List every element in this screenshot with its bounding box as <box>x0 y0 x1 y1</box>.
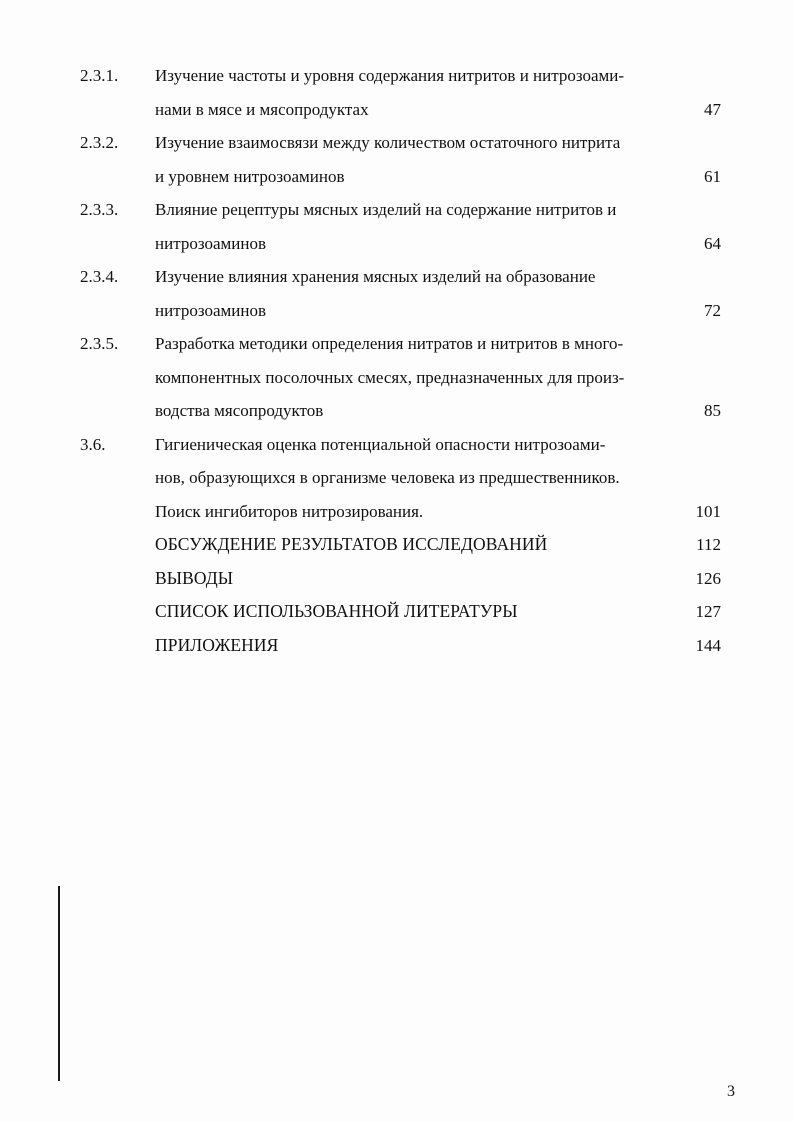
title-line: Изучение взаимосвязи между количеством остаточного нитрита <box>155 133 621 152</box>
page-number: 101 <box>695 501 721 521</box>
heading-title <box>155 629 680 663</box>
title-line: нитрозоаминов <box>155 300 266 320</box>
heading-line: ОБСУЖДЕНИЕ РЕЗУЛЬТАТОВ ИССЛЕДОВАНИЙ <box>155 534 548 554</box>
page-number: 72 <box>704 300 721 320</box>
title-line: Влияние рецептуры мясных изделий на содержание нитритов и <box>155 200 617 219</box>
page-number: 144 <box>695 635 721 655</box>
section-title <box>155 59 680 126</box>
title-line: и уровнем нитрозоаминов <box>155 166 345 186</box>
toc-heading-conclusions <box>0 562 793 596</box>
title-line: нами в мясе и мясопродуктах <box>155 99 369 119</box>
section-number: 2.3.5. <box>80 334 119 353</box>
page-number: 127 <box>695 602 721 621</box>
toc-entry-3-6 <box>0 428 793 529</box>
page-number: 47 <box>704 99 721 119</box>
section-number: 2.3.4. <box>80 267 119 286</box>
title-line: Поиск ингибиторов нитрозирования. <box>155 501 424 521</box>
title-line: нов, образующихся в организме человека из предшественников. <box>155 468 620 487</box>
scan-margin-line <box>58 886 60 1081</box>
title-line: водства мясопродуктов <box>155 401 324 420</box>
toc-entry-2-3-2 <box>0 126 793 193</box>
page-number: 85 <box>704 401 721 420</box>
toc-entry-2-3-3 <box>0 193 793 260</box>
heading-title <box>155 595 680 629</box>
title-line: нитрозоаминов <box>155 233 266 253</box>
section-title <box>155 126 680 193</box>
section-title <box>155 428 680 529</box>
toc-heading-references <box>0 595 793 629</box>
section-number: 2.3.2. <box>80 133 119 152</box>
heading-title <box>155 528 680 562</box>
toc-entry-2-3-1 <box>0 59 793 126</box>
page-number: 64 <box>704 233 721 253</box>
section-number: 2.3.3. <box>80 200 119 219</box>
title-line: Гигиеническая оценка потенциальной опасности нитрозоами- <box>155 434 606 454</box>
section-title <box>155 193 680 260</box>
toc-heading-appendices <box>0 629 793 663</box>
toc-entry-2-3-4 <box>0 260 793 327</box>
table-of-contents <box>0 59 793 662</box>
title-line: компонентных посолочных смесях, предназначенных для произ- <box>155 367 625 387</box>
section-title <box>155 327 680 428</box>
section-number: 2.3.1. <box>80 66 119 85</box>
heading-line: ВЫВОДЫ <box>155 567 234 588</box>
title-line: Разработка методики определения нитратов и нитритов в много- <box>155 334 624 353</box>
section-number: 3.6. <box>80 434 106 454</box>
page-number: 112 <box>696 535 721 554</box>
title-line: Изучение влияния хранения мясных изделий на образование <box>155 267 596 286</box>
heading-title <box>155 562 680 596</box>
section-title <box>155 260 680 327</box>
heading-line: ПРИЛОЖЕНИЯ <box>155 634 279 655</box>
toc-entry-2-3-5 <box>0 327 793 428</box>
title-line: Изучение частоты и уровня содержания нитритов и нитрозоами- <box>155 66 625 85</box>
page-footer-number: 3 <box>727 1083 735 1100</box>
page-number: 61 <box>704 166 721 186</box>
toc-heading-discussion <box>0 528 793 562</box>
page-number: 126 <box>695 568 721 588</box>
heading-line: СПИСОК ИСПОЛЬЗОВАННОЙ ЛИТЕРАТУРЫ <box>155 601 518 621</box>
